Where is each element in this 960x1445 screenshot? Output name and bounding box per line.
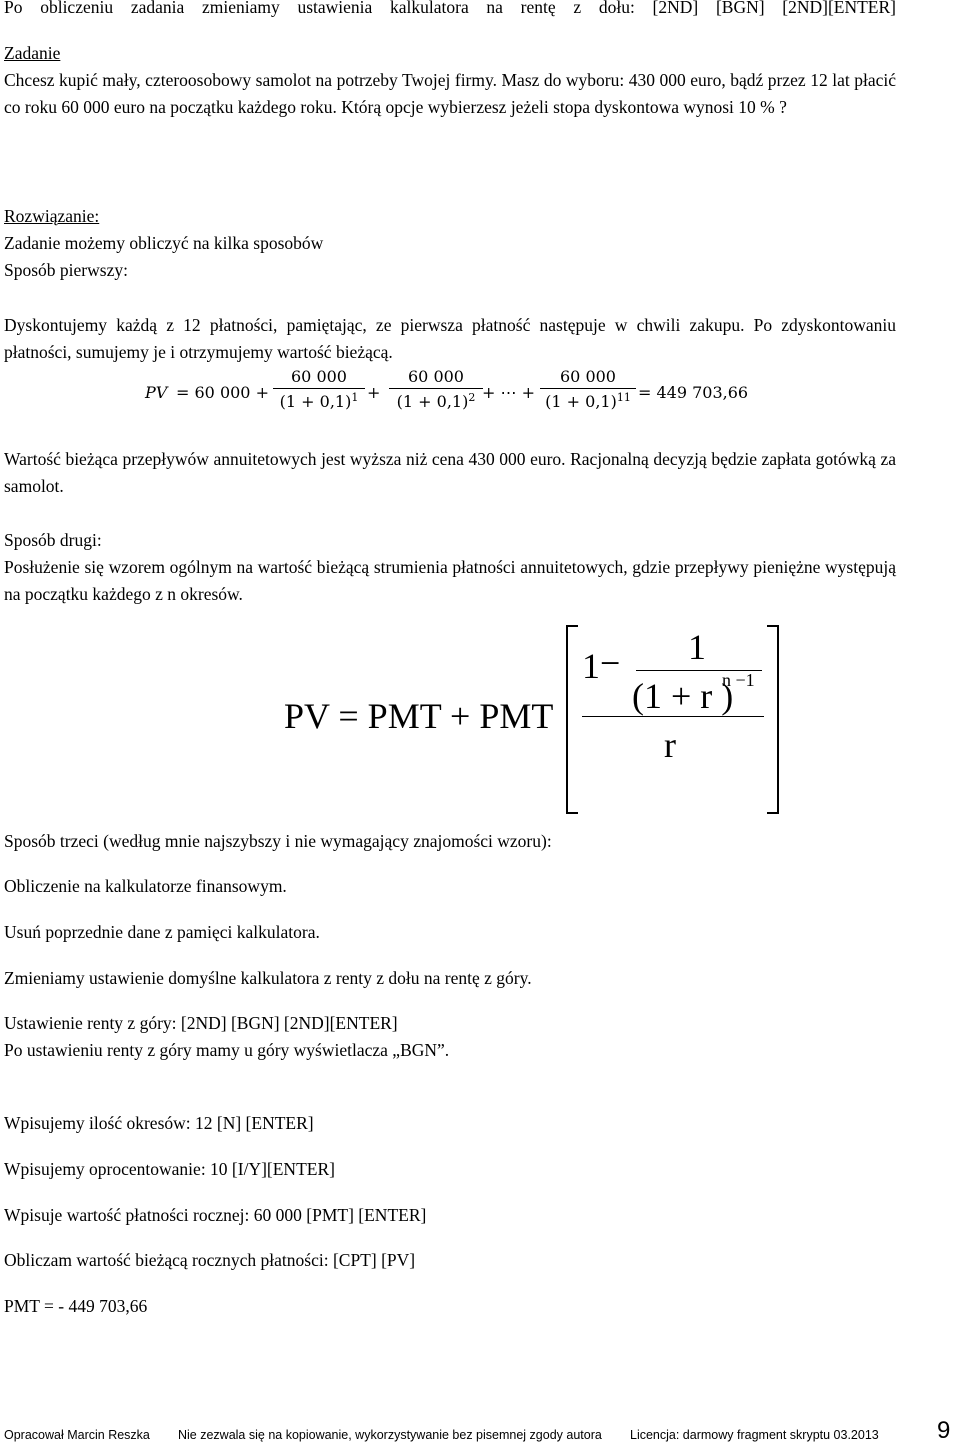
formula1-num-3: 60 000 bbox=[560, 367, 616, 386]
formula1-exp-2: 2 bbox=[468, 391, 476, 404]
step-6: Wpisujemy ilość okresów: 12 [N] [ENTER] bbox=[4, 1113, 314, 1133]
step-3: Zmieniamy ustawienie domyślne kalkulatora z renty z dołu na rentę z góry. bbox=[4, 968, 532, 988]
formula1-num-2: 60 000 bbox=[408, 367, 464, 386]
formula1-plus: + bbox=[367, 383, 381, 402]
footer-author: Opracował Marcin Reszka bbox=[4, 1428, 150, 1442]
formula2-inner-den: (1 + r ) bbox=[632, 676, 734, 716]
step-2: Usuń poprzednie dane z pamięci kalkulatora. bbox=[4, 922, 320, 942]
task-heading: Zadanie bbox=[4, 43, 61, 63]
method3-heading: Sposób trzeci (według mnie najszybszy i nie wymagający znajomości wzoru): bbox=[4, 831, 552, 851]
step-4: Ustawienie renty z góry: [2ND] [BGN] [2ND][ENTER] bbox=[4, 1013, 398, 1033]
page-number: 9 bbox=[937, 1417, 951, 1444]
formula1-eq: = 60 000 + bbox=[176, 383, 269, 402]
formula1-term-1 bbox=[273, 367, 365, 411]
formula1-den-2: (1 + 0,1) bbox=[396, 392, 469, 411]
left-bracket bbox=[566, 625, 578, 814]
formula1-den-1: (1 + 0,1) bbox=[279, 392, 352, 411]
formula2-exp: n −1 bbox=[722, 670, 755, 690]
solution-intro: Zadanie możemy obliczyć na kilka sposobów bbox=[4, 233, 324, 253]
formula2-minus: − bbox=[600, 643, 621, 683]
conclusion-text: Wartość bieżąca przepływów annuitetowych jest wyższa niż cena 430 000 euro. Racjonalną decyzją będzie zapłata gotówką za samolot. bbox=[4, 449, 896, 496]
method2-text: Posłużenie się wzorem ogólnym na wartość bieżącą strumienia płatności annuitetowych, gdzie przepływy pieniężne występują na początku każdego z n okresów. bbox=[4, 557, 896, 604]
step-1: Obliczenie na kalkulatorze finansowym. bbox=[4, 876, 287, 896]
formula2-den: r bbox=[664, 725, 676, 765]
formula1-num-1: 60 000 bbox=[291, 367, 347, 386]
formula1-lhs: PV bbox=[145, 383, 168, 402]
method2-heading: Sposób drugi: bbox=[4, 530, 102, 550]
step-5: Po ustawieniu renty z góry mamy u góry wyświetlacza „BGN”. bbox=[4, 1040, 450, 1060]
step-8: Wpisuje wartość płatności rocznej: 60 000 [PMT] [ENTER] bbox=[4, 1205, 427, 1225]
step-10: PMT = - 449 703,66 bbox=[4, 1296, 148, 1316]
step-7: Wpisujemy oprocentowanie: 10 [I/Y][ENTER] bbox=[4, 1159, 335, 1179]
formula2-lhs: PV = PMT + PMT bbox=[284, 696, 554, 736]
formula1-dots: + ⋯ + bbox=[482, 383, 535, 402]
formula1-exp-3: 11 bbox=[616, 391, 631, 404]
intro-line: Po obliczeniu zadania zmieniamy ustawienia kalkulatora na rentę z dołu: [2ND] [BGN] [2ND][ENTER] bbox=[4, 0, 896, 17]
formula1-result: = 449 703,66 bbox=[638, 383, 749, 402]
footer-license: Licencja: darmowy fragment skryptu 03.2013 bbox=[630, 1428, 879, 1442]
method1-text: Dyskontujemy każdą z 12 płatności, pamiętając, ze pierwsza płatność następuje w chwili zakupu. Po zdyskontowaniu płatności, sumujemy je i otrzymujemy wartość bieżącą. bbox=[4, 315, 896, 362]
task-text: Chcesz kupić mały, czteroosobowy samolot na potrzeby Twojej firmy. Masz do wyboru: 430 000 euro, bądź przez 12 lat płacić co roku 60 000 euro na początku każdego roku. Którą opcje wybierzesz jeżeli stopa dyskontowa wynosi 10 % ? bbox=[4, 70, 896, 117]
formula1-term-2 bbox=[389, 367, 483, 411]
method1-heading: Sposób pierwszy: bbox=[4, 260, 128, 280]
formula1-term-n bbox=[540, 367, 636, 411]
formula1-exp-1: 1 bbox=[351, 391, 359, 404]
right-bracket bbox=[767, 625, 779, 814]
formula2-inner-num: 1 bbox=[688, 627, 706, 667]
solution-heading: Rozwiązanie: bbox=[4, 206, 100, 226]
formula2-main-bar bbox=[582, 716, 764, 717]
footer-notice: Nie zezwala się na kopiowanie, wykorzystywanie bez pisemnej zgody autora bbox=[178, 1428, 602, 1442]
formula2-one: 1 bbox=[582, 646, 600, 686]
step-9: Obliczam wartość bieżącą rocznych płatności: [CPT] [PV] bbox=[4, 1250, 416, 1270]
formula1-den-3: (1 + 0,1) bbox=[545, 392, 617, 411]
